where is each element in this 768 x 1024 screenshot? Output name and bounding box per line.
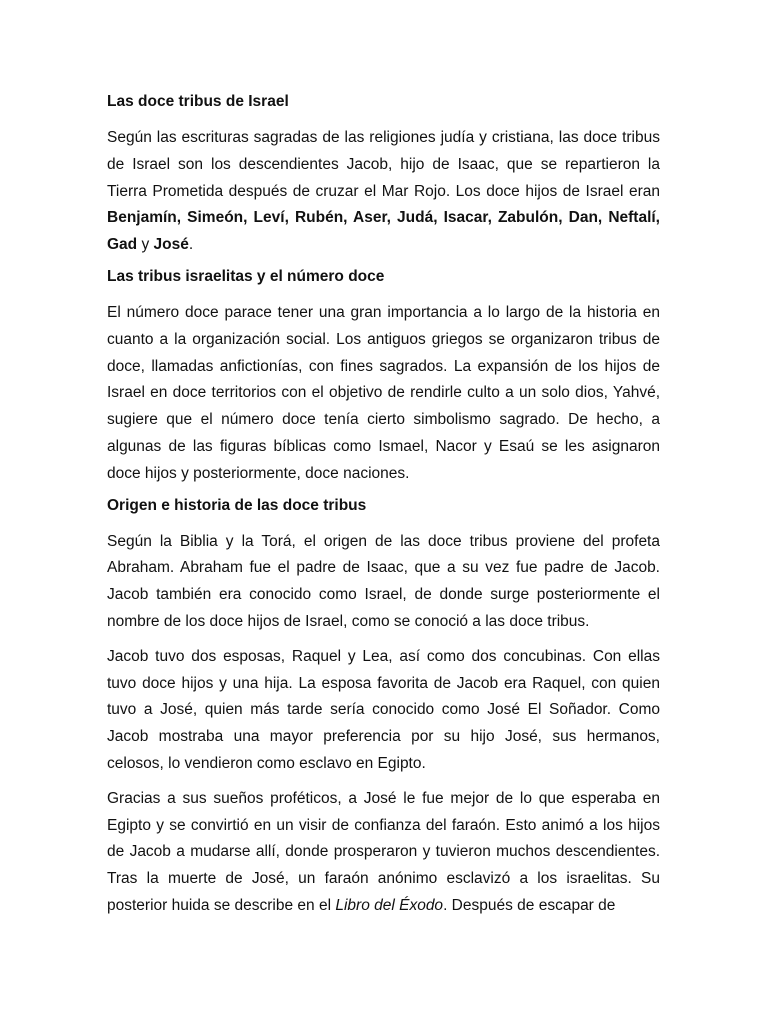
paragraph-gracias-end: . Después de escapar de [443, 896, 616, 914]
book-title-exodo: Libro del Éxodo [335, 896, 444, 914]
tribe-name-jose: José [153, 236, 189, 254]
paragraph-gracias-text: Gracias a sus sueños proféticos, a José le fue mejor de lo que esperaba en Egipto y se convirtió en un visir de confianza del faraón. Esto animó a los hijos de Jacob a mudarse allí, donde prosperaron y tuvieron muchos descendientes. Tras la muerte de José, un faraón anónimo esclavizó a los israelitas. Su posterior huida se describe en el [107, 789, 660, 914]
paragraph-intro [107, 125, 660, 259]
paragraph-gracias [107, 786, 660, 920]
paragraph-intro-text: Según las escrituras sagradas de las religiones judía y cristiana, las doce tribus de Israel son los descendientes Jacob, hijo de Isaac, que se repartieron la Tierra Prometida después de cruzar el Mar Rojo. Los doce hijos de Israel eran [107, 129, 660, 200]
paragraph-jacob: Jacob tuvo dos esposas, Raquel y Lea, así como dos concubinas. Con ellas tuvo doce hijos y una hija. La esposa favorita de Jacob era Raquel, con quien tuvo a José, quien más tarde sería conocido como José El Soñador. Como Jacob mostraba una mayor preferencia por su hijo José, sus hermanos, celosos, lo vendieron como esclavo en Egipto. [107, 647, 660, 772]
heading-numero-doce: Las tribus israelitas y el número doce [107, 267, 385, 285]
heading-doce-tribus: Las doce tribus de Israel [107, 93, 289, 110]
heading-origen-historia: Origen e historia de las doce tribus [107, 496, 367, 514]
paragraph-numero-doce: El número doce parace tener una gran importancia a lo largo de la historia en cuanto a la organización social. Los antiguos griegos se organizaron tribus de doce, llamadas anfictionías, con fines sagrados. La expansión de los hijos de Israel en doce territorios con el objetivo de rendirle culto a un solo dios, Yahvé, sugiere que el número doce tenía cierto simbolismo sagrado. De hecho, a algunas de las figuras bíblicas como Ismael, Nacor y Esaú se les asignaron doce hijos y posteriormente, doce naciones. [107, 303, 660, 482]
conjunction-text: y [137, 236, 154, 254]
period-text: . [188, 236, 194, 254]
document-page [107, 92, 660, 928]
paragraph-origen: Según la Biblia y la Torá, el origen de las doce tribus proviene del profeta Abraham. Abraham fue el padre de Isaac, que a su vez fue padre de Jacob. Jacob también era conocido como Israel, de donde surge posteriormente el nombre de los doce hijos de Israel, como se conoció a las doce tribus. [107, 532, 660, 630]
tribe-names-bold: Benjamín, Simeón, Leví, Rubén, Aser, Judá, Isacar, Zabulón, Dan, Neftalí, Gad [107, 209, 660, 254]
